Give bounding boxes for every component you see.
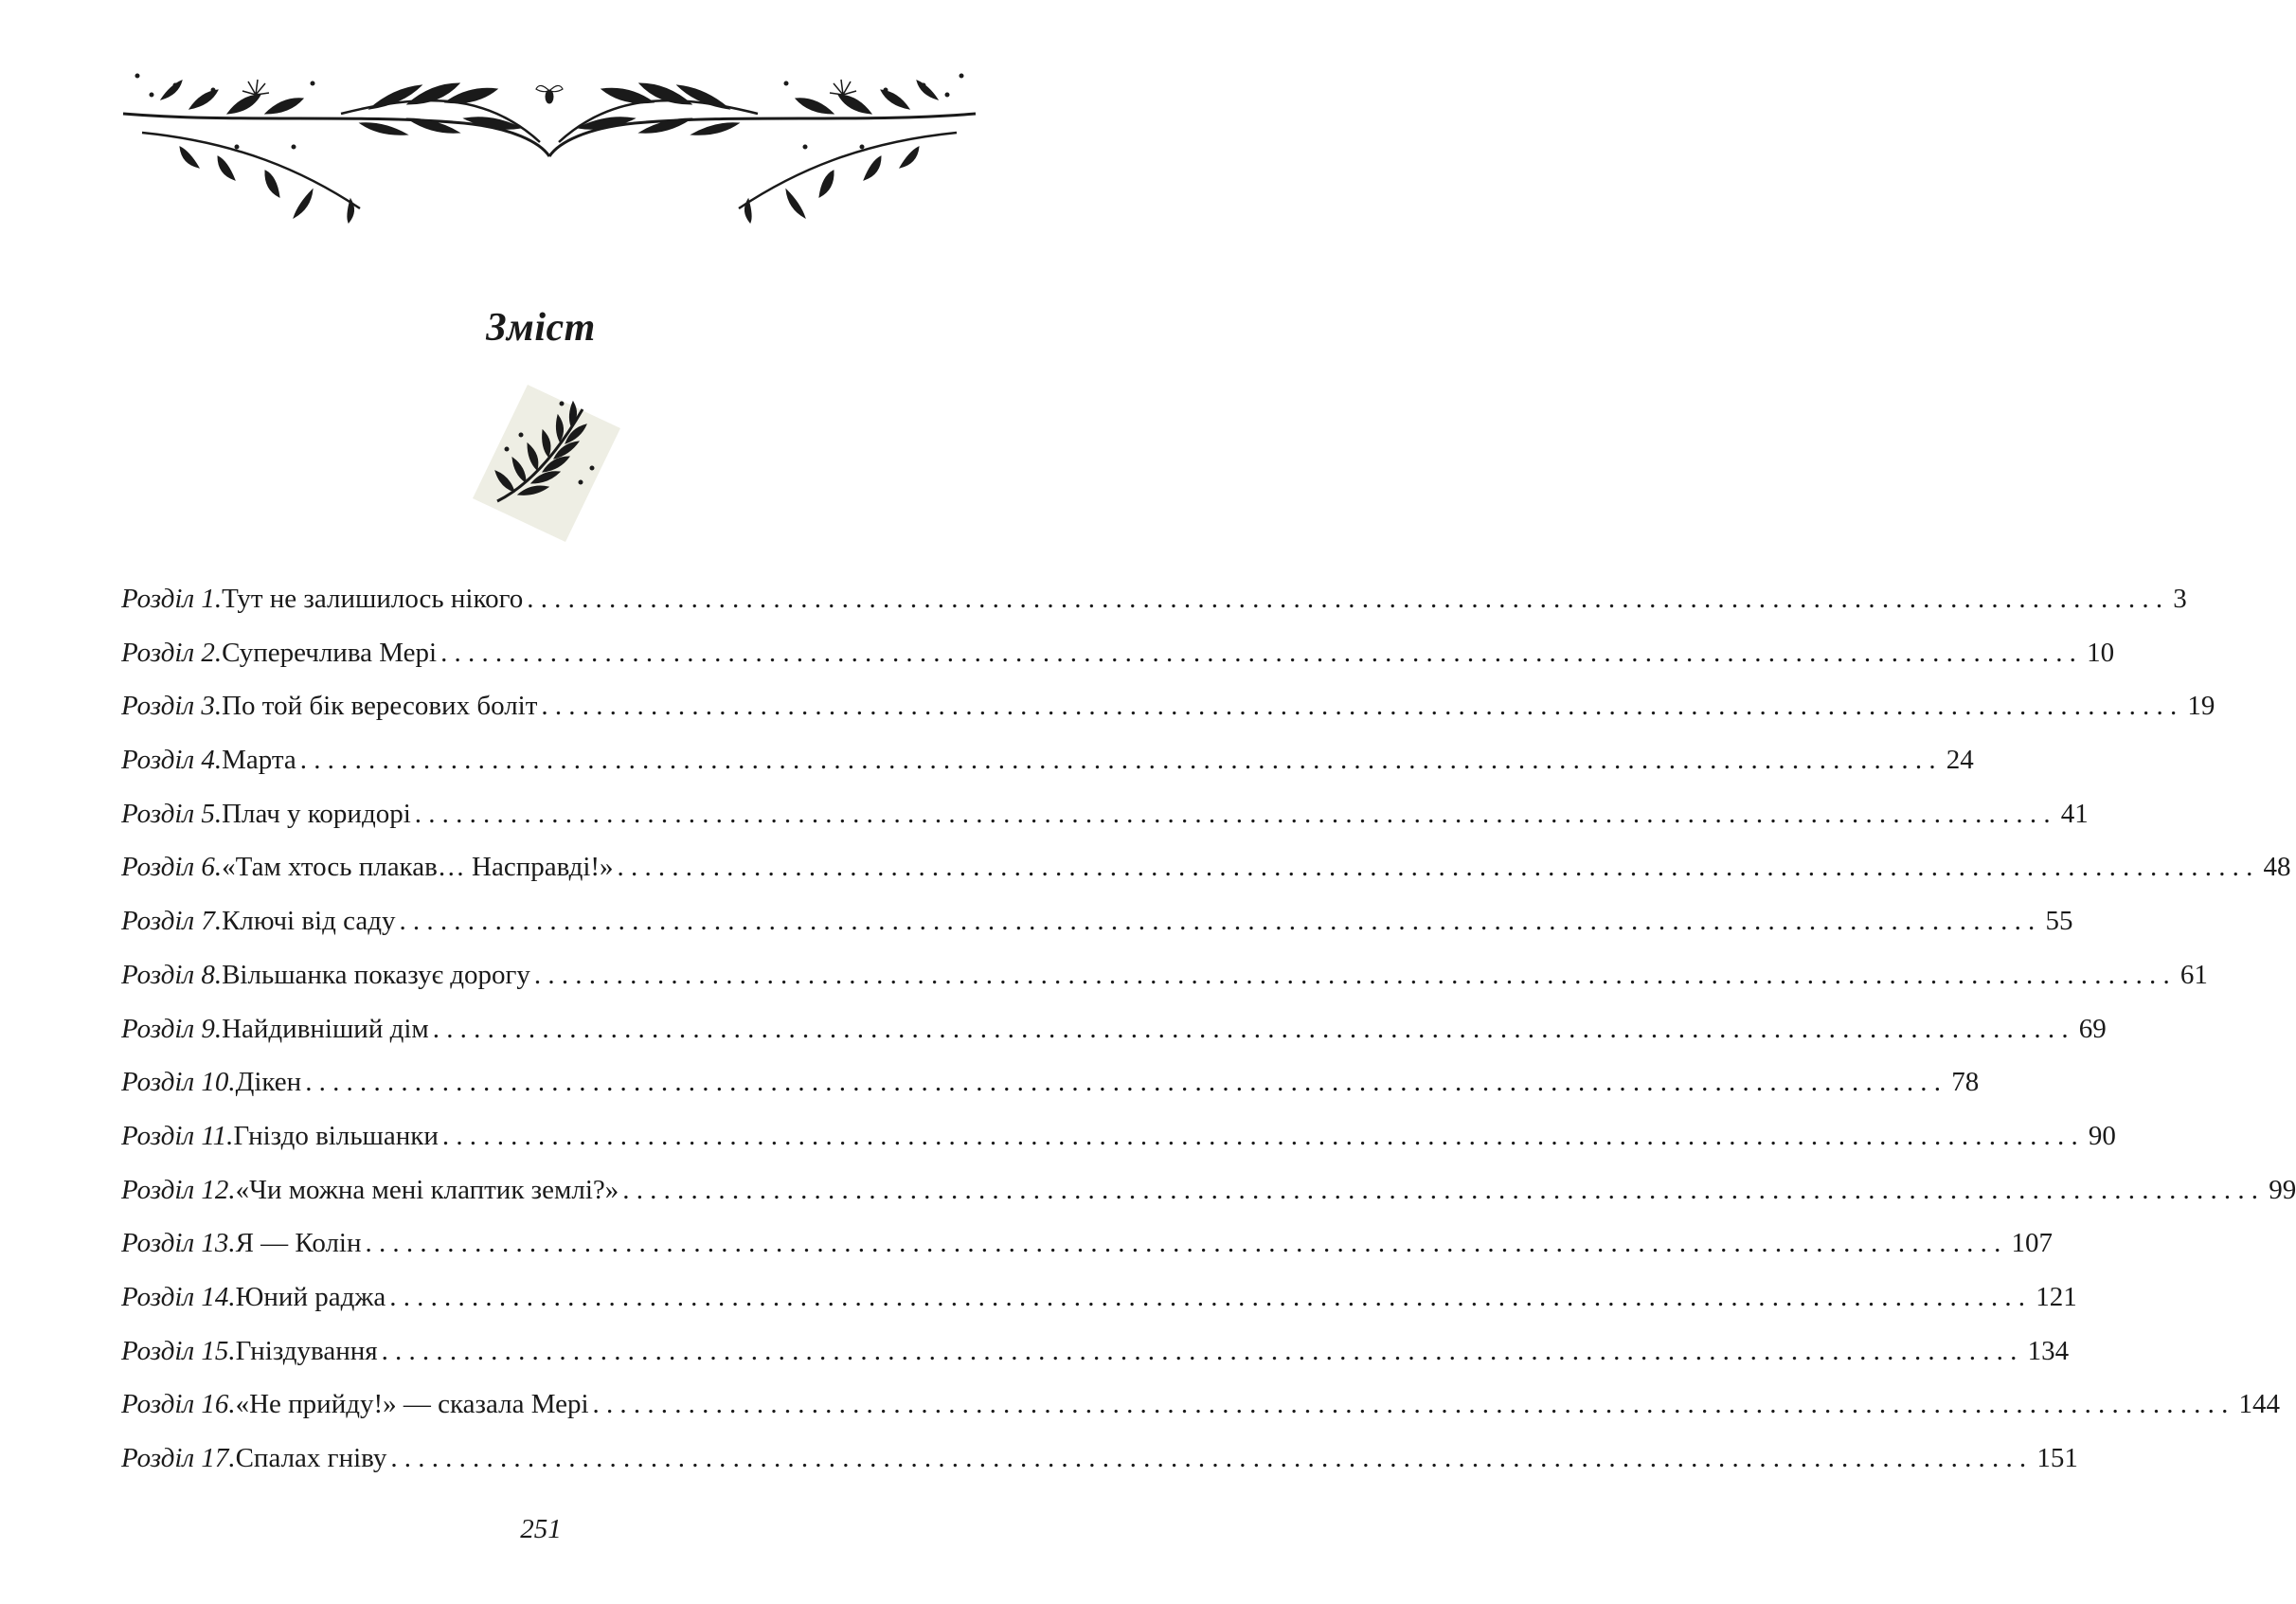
chapter-label: Розділ 9. [121, 1013, 223, 1044]
chapter-title: Гніздування [235, 1335, 378, 1366]
chapter-title: Марта [222, 745, 296, 776]
leaf-sprig-icon [469, 383, 625, 544]
chapter-label: Розділ 2. [121, 637, 223, 668]
toc-entry [121, 733, 1974, 787]
dot-leader: ........................................................................................................................ [441, 1120, 2085, 1151]
chapter-page-number: 151 [2036, 1443, 2078, 1473]
dot-leader: ........................................................................................................................ [414, 798, 2057, 829]
chapter-label: Розділ 12. [121, 1174, 236, 1205]
chapter-label: Розділ 14. [121, 1281, 236, 1312]
toc-entry [121, 787, 2089, 841]
chapter-page-number: 61 [2179, 959, 2208, 990]
toc-entry [121, 840, 2291, 894]
toc-entry [121, 1002, 2107, 1056]
chapter-title: «Не прийду!» — сказала Мері [235, 1389, 589, 1420]
dot-leader: ........................................................................................................................ [399, 906, 2042, 937]
dot-leader: ........................................................................................................................ [541, 691, 2184, 722]
chapter-label: Розділ 8. [121, 959, 223, 990]
chapter-page-number: 55 [2045, 906, 2073, 937]
chapter-page-number: 78 [1951, 1067, 1980, 1098]
dot-leader: ........................................................................................................................ [389, 1281, 2033, 1312]
toc-entry [121, 679, 2215, 733]
toc-entry [121, 1432, 2078, 1486]
toc-entry [121, 1217, 2054, 1271]
chapter-label: Розділ 5. [121, 798, 223, 829]
dot-leader: ........................................................................................................................ [365, 1228, 2008, 1259]
table-of-contents [121, 572, 2296, 1486]
chapter-page-number: 121 [2036, 1281, 2077, 1312]
chapter-page-number: 69 [2078, 1013, 2107, 1044]
dot-leader: ........................................................................................................................ [592, 1389, 2235, 1420]
dot-leader: ........................................................................................................................ [533, 959, 2177, 990]
chapter-label: Розділ 7. [121, 906, 223, 937]
dot-leader: ........................................................................................................................ [527, 584, 2170, 614]
dot-leader: ........................................................................................................................ [305, 1067, 1948, 1098]
chapter-label: Розділ 1. [121, 584, 223, 614]
toc-entry [121, 948, 2208, 1002]
chapter-title: «Там хтось плакав… Насправді!» [222, 852, 614, 883]
dot-leader: ........................................................................................................................ [617, 852, 2260, 883]
page-number: 251 [520, 1514, 562, 1544]
dot-leader: ........................................................................................................................ [390, 1443, 2034, 1473]
chapter-label: Розділ 4. [121, 745, 223, 776]
dot-leader: ........................................................................................................................ [622, 1174, 2266, 1205]
dot-leader: ........................................................................................................................ [432, 1013, 2075, 1044]
chapter-title: По той бік вересових боліт [222, 691, 538, 722]
chapter-title: Вільшанка показує дорогу [222, 959, 530, 990]
chapter-title: Ключі від саду [222, 906, 396, 937]
chapter-label: Розділ 3. [121, 691, 223, 722]
chapter-page-number: 90 [2088, 1120, 2116, 1151]
chapter-label: Розділ 17. [121, 1443, 236, 1473]
toc-entry [121, 1055, 1980, 1109]
chapter-title: Тут не залишилось нікого [222, 584, 524, 614]
chapter-label: Розділ 10. [121, 1067, 236, 1098]
chapter-title: «Чи можна мені клаптик землі?» [235, 1174, 619, 1205]
chapter-title: Найдивніший дім [222, 1013, 429, 1044]
toc-entry [121, 1163, 2296, 1217]
toc-entry [121, 1378, 2281, 1432]
chapter-label: Розділ 11. [121, 1120, 234, 1151]
chapter-title: Дікен [235, 1067, 302, 1098]
chapter-title: Суперечлива Мері [222, 637, 438, 668]
chapter-label: Розділ 15. [121, 1335, 236, 1366]
chapter-page-number: 41 [2060, 798, 2089, 829]
toc-entry [121, 572, 2187, 626]
chapter-page-number: 48 [2263, 852, 2291, 883]
toc-entry [121, 626, 2115, 680]
chapter-label: Розділ 13. [121, 1228, 236, 1259]
chapter-label: Розділ 16. [121, 1389, 236, 1420]
laurel-garland-icon [123, 57, 976, 223]
chapter-page-number: 19 [2187, 691, 2215, 722]
toc-entry [121, 1325, 2070, 1379]
dot-leader: ........................................................................................................................ [440, 637, 2084, 668]
chapter-title: Юний раджа [235, 1281, 386, 1312]
sprig-background [473, 385, 620, 542]
toc-entry [121, 1109, 2116, 1163]
chapter-page-number: 10 [2087, 637, 2115, 668]
chapter-title: Я — Колін [235, 1228, 362, 1259]
dot-leader: ........................................................................................................................ [299, 745, 1943, 776]
chapter-page-number: 134 [2027, 1335, 2070, 1366]
chapter-label: Розділ 6. [121, 852, 223, 883]
chapter-page-number: 3 [2173, 584, 2187, 614]
chapter-title: Спалах гніву [235, 1443, 387, 1473]
toc-entry [121, 1271, 2077, 1325]
dot-leader: ........................................................................................................................ [381, 1335, 2024, 1366]
chapter-title: Гніздо вільшанки [233, 1120, 439, 1151]
chapter-page-number: 107 [2011, 1228, 2054, 1259]
chapter-title: Плач у коридорі [222, 798, 411, 829]
chapter-page-number: 144 [2238, 1389, 2281, 1420]
page-title: Зміст [486, 306, 596, 350]
toc-entry [121, 894, 2073, 948]
chapter-page-number: 24 [1946, 745, 1974, 776]
chapter-page-number: 99 [2269, 1174, 2296, 1205]
